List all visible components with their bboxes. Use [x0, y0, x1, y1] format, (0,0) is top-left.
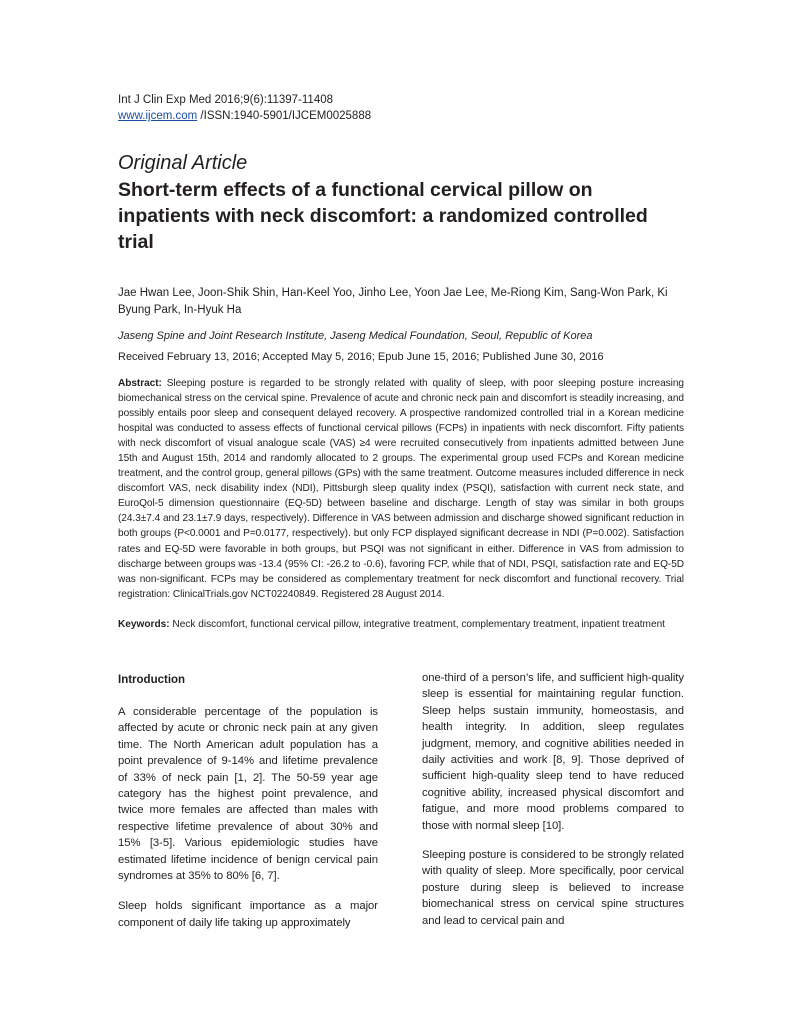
body-column-right: [422, 670, 684, 942]
section-heading-introduction: Introduction: [118, 674, 186, 686]
publication-dates: Received February 13, 2016; Accepted May 5, 2016; Epub June 15, 2016; Published June 30, 2016: [118, 351, 604, 363]
body-paragraph: Sleep holds significant importance as a major component of daily life taking up approximately: [118, 900, 378, 929]
journal-header: [118, 92, 371, 124]
journal-citation: Int J Clin Exp Med 2016;9(6):11397-11408: [118, 94, 334, 106]
author-list: Jae Hwan Lee, Joon-Shik Shin, Han-Keel Yoo, Jinho Lee, Yoon Jae Lee, Me-Riong Kim, Sang-Won Park, Ki Byung Park, In-Hyuk Ha: [118, 287, 668, 316]
affiliation: Jaseng Spine and Joint Research Institute, Jaseng Medical Foundation, Seoul, Republic of Korea: [118, 330, 593, 342]
journal-link[interactable]: www.ijcem.com: [118, 110, 198, 122]
keywords-text: Neck discomfort, functional cervical pillow, integrative treatment, complementary treatment, inpatient treatment: [169, 619, 665, 630]
body-paragraph: A considerable percentage of the population is affected by acute or chronic neck pain at any given time. The North American adult population has a point prevalence of 9-14% and lifetime prevalence of 33% of neck pain [1, 2]. The 50-59 year age category has the highest point prevalence, and twice more females are affected than males with respective lifetime prevalence of about 30% and 15% [3-5]. Various epidemiologic studies have estimated lifetime incidence of benign cervical pain syndromes at 35% to 80% [6, 7].: [118, 706, 378, 883]
body-column-left: [118, 672, 378, 945]
abstract-label: Abstract:: [118, 378, 162, 389]
body-paragraph: one-third of a person’s life, and sufficient high-quality sleep is essential for maintaining regular function. Sleep helps sustain immunity, homeostasis, and health integrity. In addition, sleep regulates judgment, memory, and cognitive abilities needed in daily activities and work [8, 9]. Those deprived of sufficient high-quality sleep tend to have reduced cognitive ability, increased physical discomfort and fatigue, and more mood problems compared to those with normal sleep [10].: [422, 672, 684, 832]
abstract-text: Sleeping posture is regarded to be strongly related with quality of sleep, with poor sleeping posture increasing biomechanical stress on the cervical spine. Prevalence of acute and chronic neck pain and discomfort is steadily increasing, and possibly entails poor sleep and consequent delayed recovery. A prospective randomized controlled trial in a Korean medicine hospital was conducted to assess effects of functional cervical pillows (FCPs) in inpatients with neck discomfort. Fifty patients with neck discomfort of visual analogue scale (VAS) ≥4 were recruited consecutively from inpatients admitted between June 15th and August 15th, 2014 and randomly allocated to 2 groups. The experimental group used FCPs and Korean medicine treatment, and the control group, general pillows (GPs) with the same treatment. Outcome measures included difference in neck discomfort VAS, neck disability index (NDI), Pittsburgh sleep quality index (PSQI), satisfaction with current neck state, and EuroQol-5 dimension questionnaire (EQ-5D) between baseline and discharge. Length of stay was similar in both groups (24.3±7.4 and 23.1±7.9 days, respectively). Difference in VAS between admission and discharge showed significant reduction in both groups (P<0.0001 and P=0.0177, respectively). but only FCP displayed significant decrease in NDI (P=0.002). Satisfaction rates and EQ-5D were favorable in both groups, but PSQI was not significant in either. Difference in VAS from admission to discharge between groups was -13.4 (95% CI: -26.2 to -0.6), favoring FCP, while that of NDI, PSQI, satisfaction rate and EQ-5D was non-significant. FCPs may be considered as complementary treatment for neck discomfort and functional recovery. Trial registration: ClinicalTrials.gov NCT02240849. Registered 28 August 2014.: [118, 378, 684, 600]
body-paragraph: Sleeping posture is considered to be strongly related with quality of sleep. More specifically, poor cervical posture during sleep is believed to increase biomechanical stress on cervical spine structures and lead to cervical pain and: [422, 849, 684, 927]
article-type: Original Article: [118, 152, 248, 174]
article-title: Short-term effects of a functional cervical pillow on inpatients with neck discomfort: a randomized controlled trial: [118, 179, 648, 253]
keywords-label: Keywords:: [118, 619, 170, 630]
keywords: [118, 617, 684, 632]
abstract: [118, 376, 684, 602]
journal-url-line: [118, 108, 371, 124]
issn-text: /ISSN:1940-5901/IJCEM0025888: [197, 110, 372, 122]
